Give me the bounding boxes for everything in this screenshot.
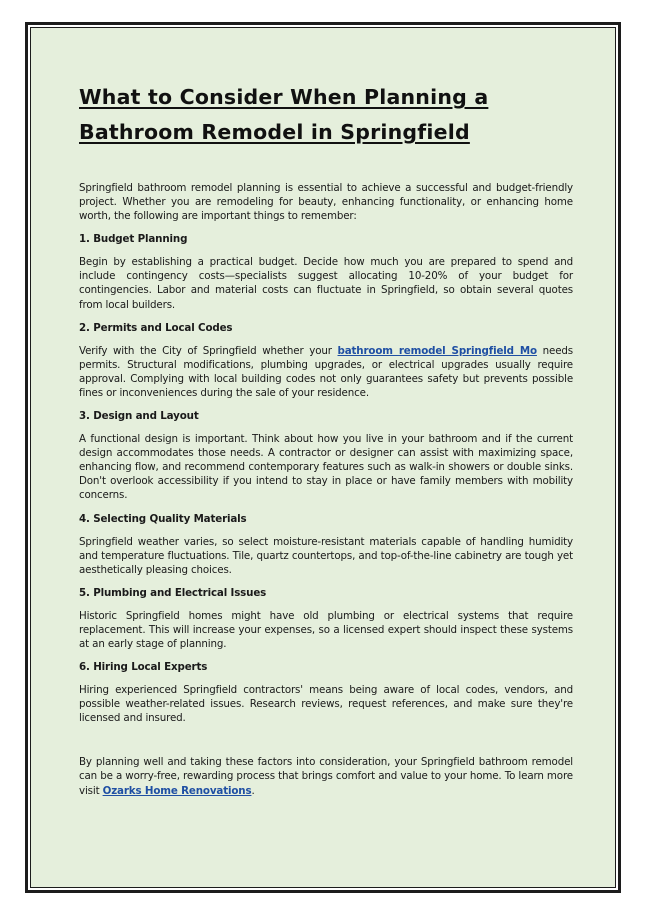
article-title [79,80,573,150]
permits-text-after: needs permits. Structural modifications, plumbing upgrades, or electrical upgrades usually require approval. Complying with local building codes not only guarantees safety but prevents possible fines or inconveniences during the sale of your residence. [79,344,573,399]
closing-period: . [251,784,255,797]
section-heading-design: 3. Design and Layout [79,410,199,423]
section-heading-permits: 2. Permits and Local Codes [79,321,233,334]
closing-paragraph [79,755,573,797]
section-body-materials: Springfield weather varies, so select moisture-resistant materials capable of handling humidity and temperature fluctuations. Tile, quartz countertops, and top-of-the-line cabinetry are tough yet aesthetically pleasing choices. [79,535,573,576]
section-heading-experts: 6. Hiring Local Experts [79,661,208,674]
section-heading-materials: 4. Selecting Quality Materials [79,512,247,525]
section-body-budget: Begin by establishing a practical budget. Decide how much you are prepared to spend and include contingency costs—specialists suggest allocating 10-20% of your budget for contingencies. Labor and material costs can fluctuate in Springfield, so obtain several quotes from local builders. [79,256,573,311]
closing-text: By planning well and taking these factors into consideration, your Springfield bathroom remodel can be a worry-free, rewarding process that brings comfort and value to your home. To learn more visit [79,756,573,797]
title-line-1: What to Consider When Planning a [79,85,489,109]
section-body-experts: Hiring experienced Springfield contractors' means being aware of local codes, vendors, and possible weather-related issues. Research reviews, request references, and make sure they're licensed and insured. [79,684,573,725]
section-body-design: A functional design is important. Think about how you live in your bathroom and if the current design accommodates those needs. A contractor or designer can assist with maximizing space, enhancing flow, and recommend contemporary features such as walk-in showers or double sinks. Don't overlook accessibility if you intend to stay in place or have family members with mobility concerns. [79,433,573,502]
permits-text-before: Verify with the City of Springfield whether your [79,344,338,357]
spacer [79,725,573,755]
section-heading-plumbing: 5. Plumbing and Electrical Issues [79,586,267,599]
section-body-plumbing: Historic Springfield homes might have old plumbing or electrical systems that require replacement. This will increase your expenses, so a licensed expert should inspect these systems at an early stage of planning. [79,609,573,650]
bathroom-remodel-link[interactable]: bathroom remodel Springfield Mo [337,344,537,357]
title-line-2: Bathroom Remodel in Springfield [79,120,470,144]
section-body-permits [79,344,573,400]
section-heading-budget: 1. Budget Planning [79,233,188,246]
article [79,80,573,798]
ozarks-home-renovations-link[interactable]: Ozarks Home Renovations [102,784,252,797]
intro-paragraph: Springfield bathroom remodel planning is essential to achieve a successful and budget-friendly project. Whether you are remodeling for beauty, enhancing functionality, or enhancing home worth, the following are important things to remember: [79,182,573,223]
